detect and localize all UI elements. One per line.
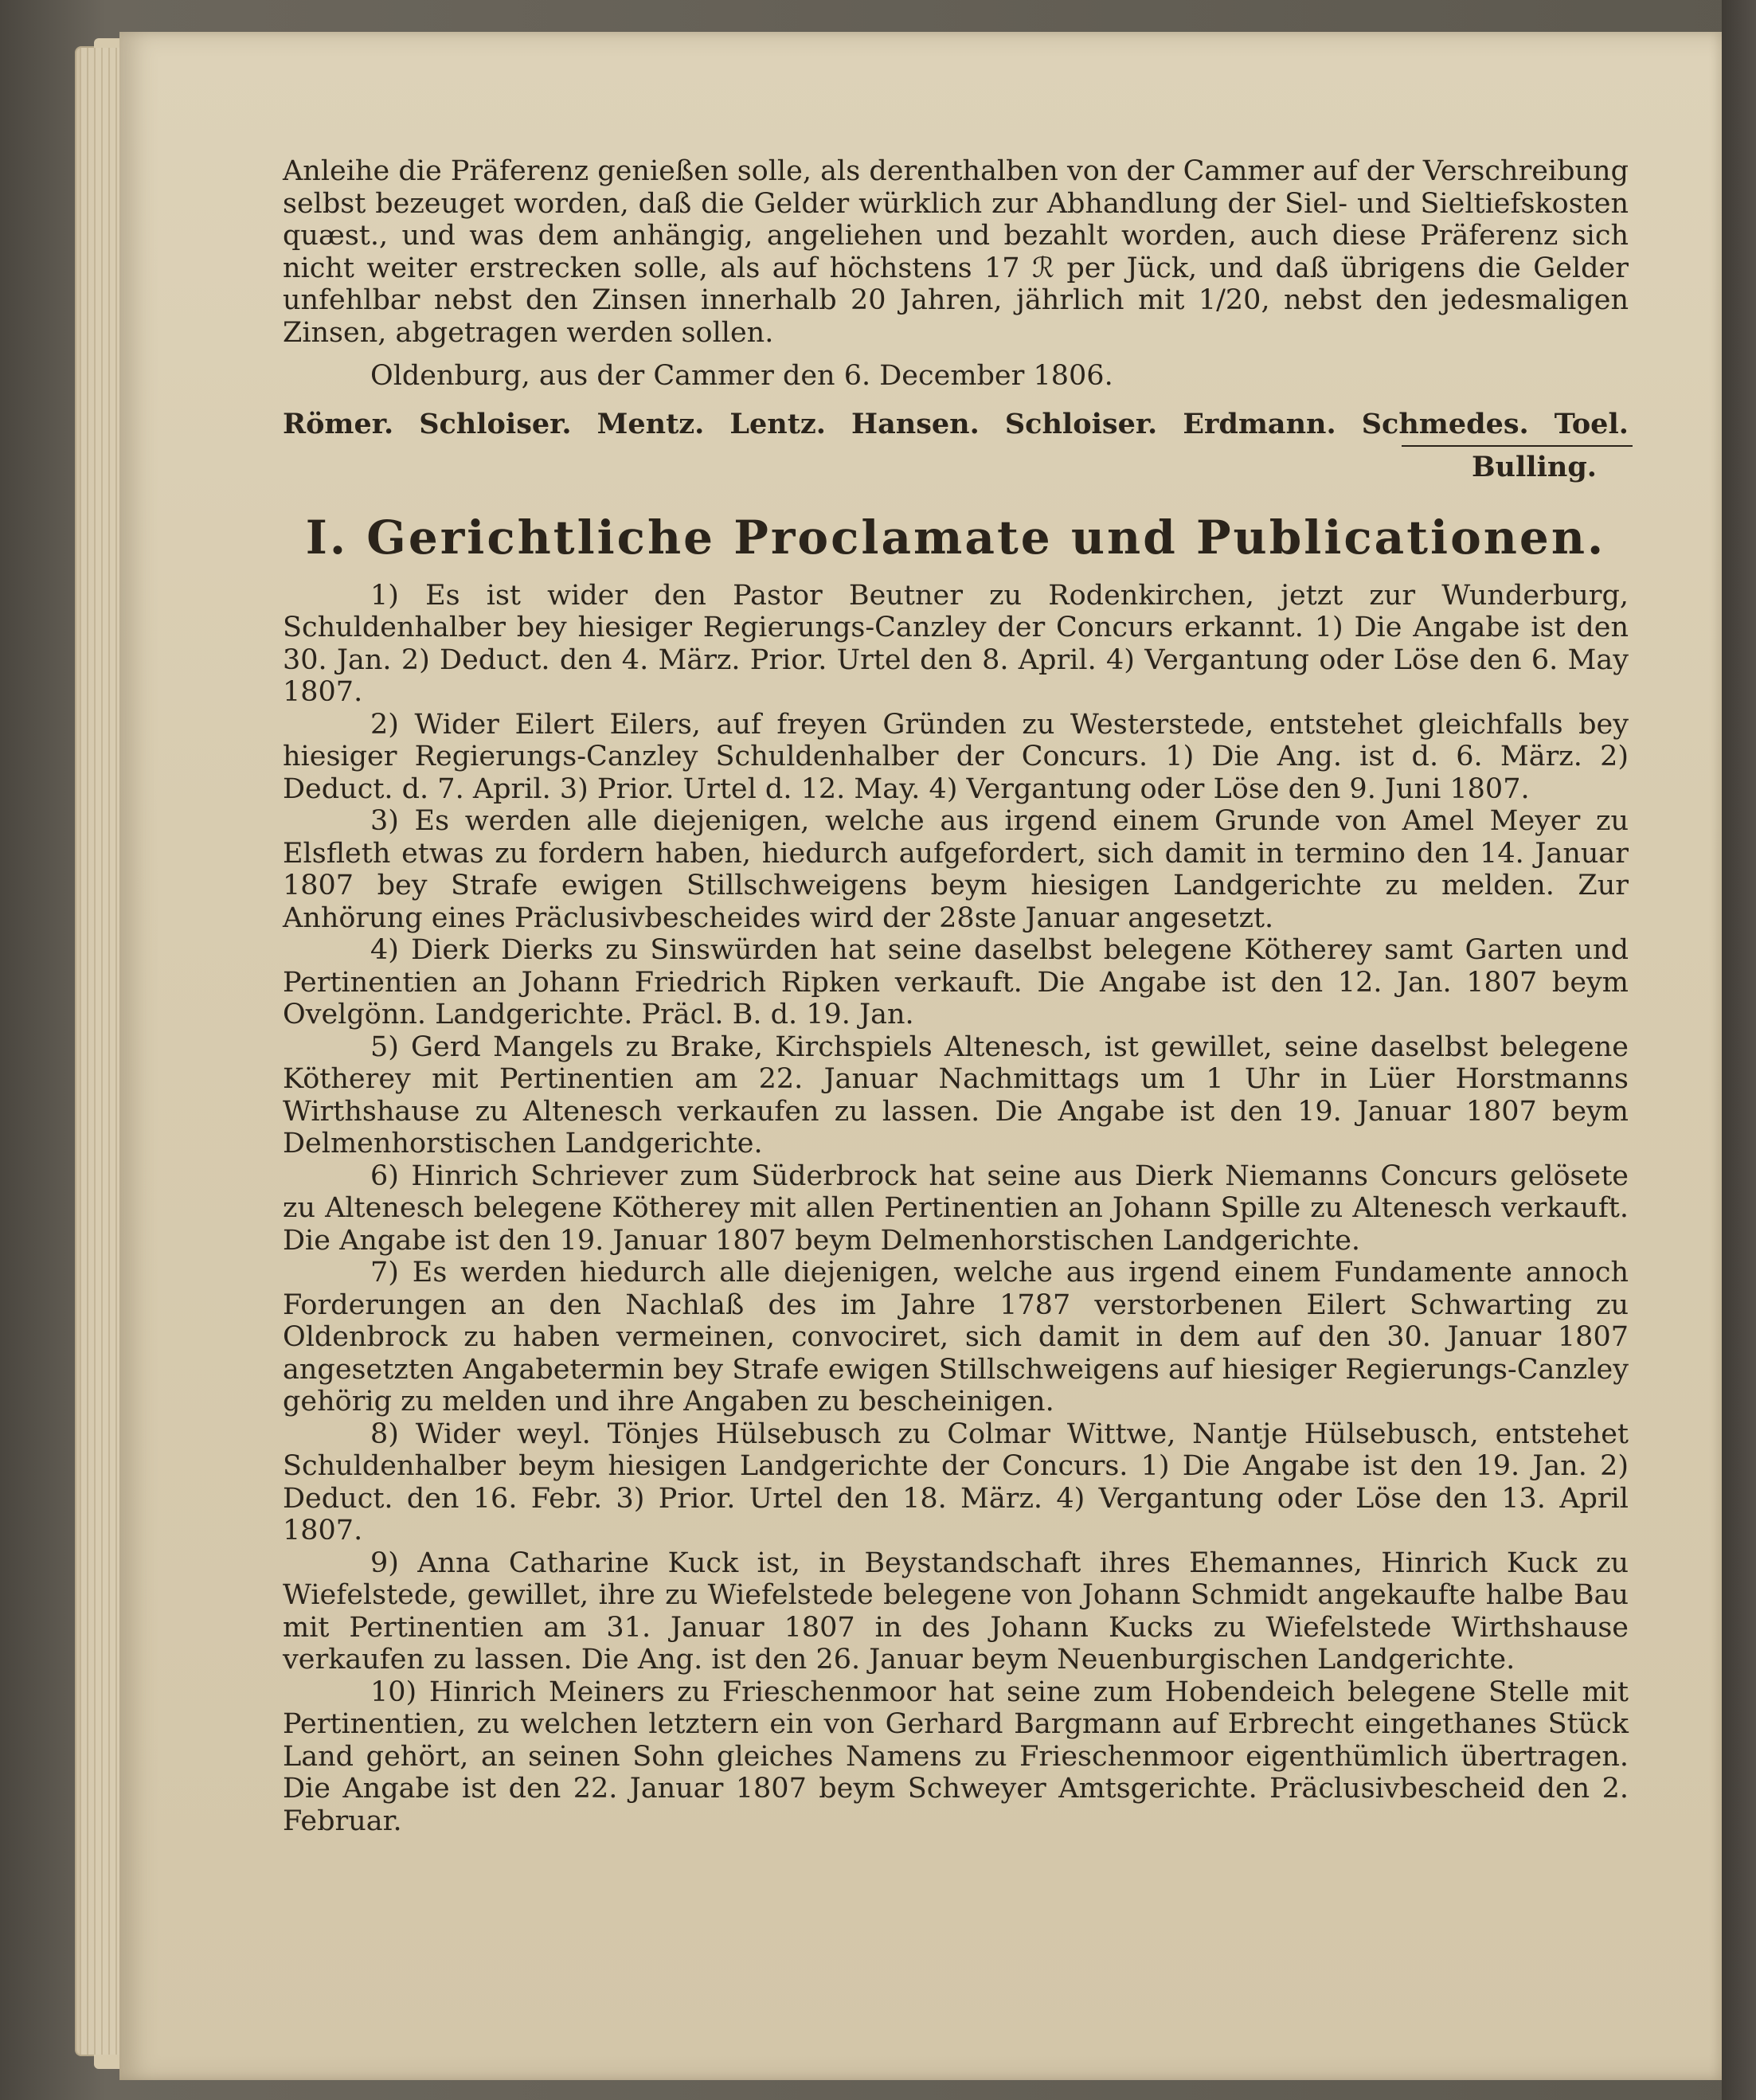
last-signatory: Bulling.	[1471, 451, 1597, 483]
entry: 6) Hinrich Schriever zum Süderbrock hat seine aus Dierk Niemanns Concurs gelösete zu Altenesch belegene Kötherey mit allen Pertinentien an Johann Spille zu Altenesch verkauft. Die Angabe ist den 19. Januar 1807 beym Delmenhorstischen Landgerichte.	[283, 1159, 1629, 1257]
signatory: Mentz.	[596, 407, 705, 440]
entry: 10) Hinrich Meiners zu Frieschenmoor hat seine zum Hobendeich belegene Stelle mit Pertinentien, zu welchen letztern ein von Gerhard Bargmann auf Erbrecht eingethanes Stück Land gehört, an seinen Sohn gleiches Namens zu Frieschenmoor eigenthümlich übertragen. Die Angabe ist den 22. Januar 1807 beym Schweyer Amtsgerichte. Präclusivbescheid den 2. Februar.	[283, 1676, 1629, 1837]
book-spine	[1722, 0, 1756, 2100]
dateline: Oldenburg, aus der Cammer den 6. December 1806.	[370, 360, 1113, 392]
signatory: Schloiser.	[1004, 407, 1158, 440]
signatory: Hansen.	[851, 407, 980, 440]
signatories-row	[283, 409, 1629, 441]
entry: 9) Anna Catharine Kuck ist, in Beystandschaft ihres Ehemannes, Hinrich Kuck zu Wiefelstede, gewillet, ihre zu Wiefelstede belegene von Johann Schmidt angekaufte halbe Bau mit Pertinentien am 31. Januar 1807 in des Johann Kucks zu Wiefelstede Wirthshause verkaufen zu lassen. Die Ang. ist den 26. Januar beym Neuenburgischen Landgerichte.	[283, 1547, 1629, 1676]
entry: 1) Es ist wider den Pastor Beutner zu Rodenkirchen, jetzt zur Wunderburg, Schuldenhalber bey hiesiger Regierungs-Canzley der Concurs erkannt. 1) Die Angabe ist den 30. Jan. 2) Deduct. den 4. März. Prior. Urtel den 8. April. 4) Vergantung oder Löse den 6. May 1807.	[283, 579, 1629, 708]
signatory: Toel.	[1554, 407, 1629, 440]
entry: 3) Es werden alle diejenigen, welche aus irgend einem Grunde von Amel Meyer zu Elsfleth etwas zu fordern haben, hiedurch aufgefordert, sich damit in termino den 14. Januar 1807 bey Strafe ewigen Stillschweigens beym hiesigen Landgerichte zu melden. Zur Anhörung eines Präclusivbescheides wird der 28ste Januar angesetzt.	[283, 805, 1629, 934]
entry: 5) Gerd Mangels zu Brake, Kirchspiels Altenesch, ist gewillet, seine daselbst belegene Kötherey mit Pertinentien am 22. Januar Nachmittags um 1 Uhr in Lüer Horstmanns Wirthshause zu Altenesch verkaufen zu lassen. Die Angabe ist den 19. Januar 1807 beym Delmenhorstischen Landgerichte.	[283, 1030, 1629, 1159]
signatory: Schmedes.	[1361, 407, 1529, 440]
section-title: I. Gerichtliche Proclamate und Publicationen.	[305, 510, 1606, 565]
opening-paragraph: Anleihe die Präferenz genießen solle, als derenthalben von der Cammer auf der Verschreibung selbst bezeuget worden, daß die Gelder würklich zur Abhandlung der Siel- und Sieltiefskosten quæst., und was dem anhängig, angeliehen und bezahlt worden, auch diese Präferenz sich nicht weiter erstrecken solle, als auf höchstens 17 ℛ per Jück, und daß übrigens die Gelder unfehlbar nebst den Zinsen innerhalb 20 Jahren, jährlich mit 1/20, nebst den jedesmaligen Zinsen, abgetragen werden sollen.	[283, 155, 1629, 349]
entry: 2) Wider Eilert Eilers, auf freyen Gründen zu Westerstede, entstehet gleichfalls bey hiesiger Regierungs-Canzley Schuldenhalber der Concurs. 1) Die Ang. ist d. 6. März. 2) Deduct. d. 7. April. 3) Prior. Urtel d. 12. May. 4) Vergantung oder Löse den 9. Juni 1807.	[283, 708, 1629, 805]
signatory: Römer.	[283, 407, 394, 440]
signatory: Schloiser.	[419, 407, 572, 440]
entry: 7) Es werden hiedurch alle diejenigen, welche aus irgend einem Fundamente annoch Forderungen an den Nachlaß des im Jahre 1787 verstorbenen Eilert Schwarting zu Oldenbrock zu haben vermeinen, convociret, sich damit in dem auf den 30. Januar 1807 angesetzten Angabetermin bey Strafe ewigen Stillschweigens auf hiesiger Regierungs-Canzley gehörig zu melden und ihre Angaben zu bescheinigen.	[283, 1257, 1629, 1418]
entry: 4) Dierk Dierks zu Sinswürden hat seine daselbst belegene Kötherey samt Garten und Pertinentien an Johann Friedrich Ripken verkauft. Die Angabe ist den 12. Jan. 1807 beym Ovelgönn. Landgerichte. Präcl. B. d. 19. Jan.	[283, 934, 1629, 1030]
signatory: Lentz.	[729, 407, 826, 440]
signatory: Erdmann.	[1183, 407, 1336, 440]
page-text	[283, 155, 1629, 1837]
signature-rule	[1402, 445, 1633, 447]
entry: 8) Wider weyl. Tönjes Hülsebusch zu Colmar Wittwe, Nantje Hülsebusch, entstehet Schuldenhalber beym hiesigen Landgerichte der Concurs. 1) Die Angabe ist den 19. Jan. 2) Deduct. den 16. Febr. 3) Prior. Urtel den 18. März. 4) Vergantung oder Löse den 13. April 1807.	[283, 1418, 1629, 1547]
